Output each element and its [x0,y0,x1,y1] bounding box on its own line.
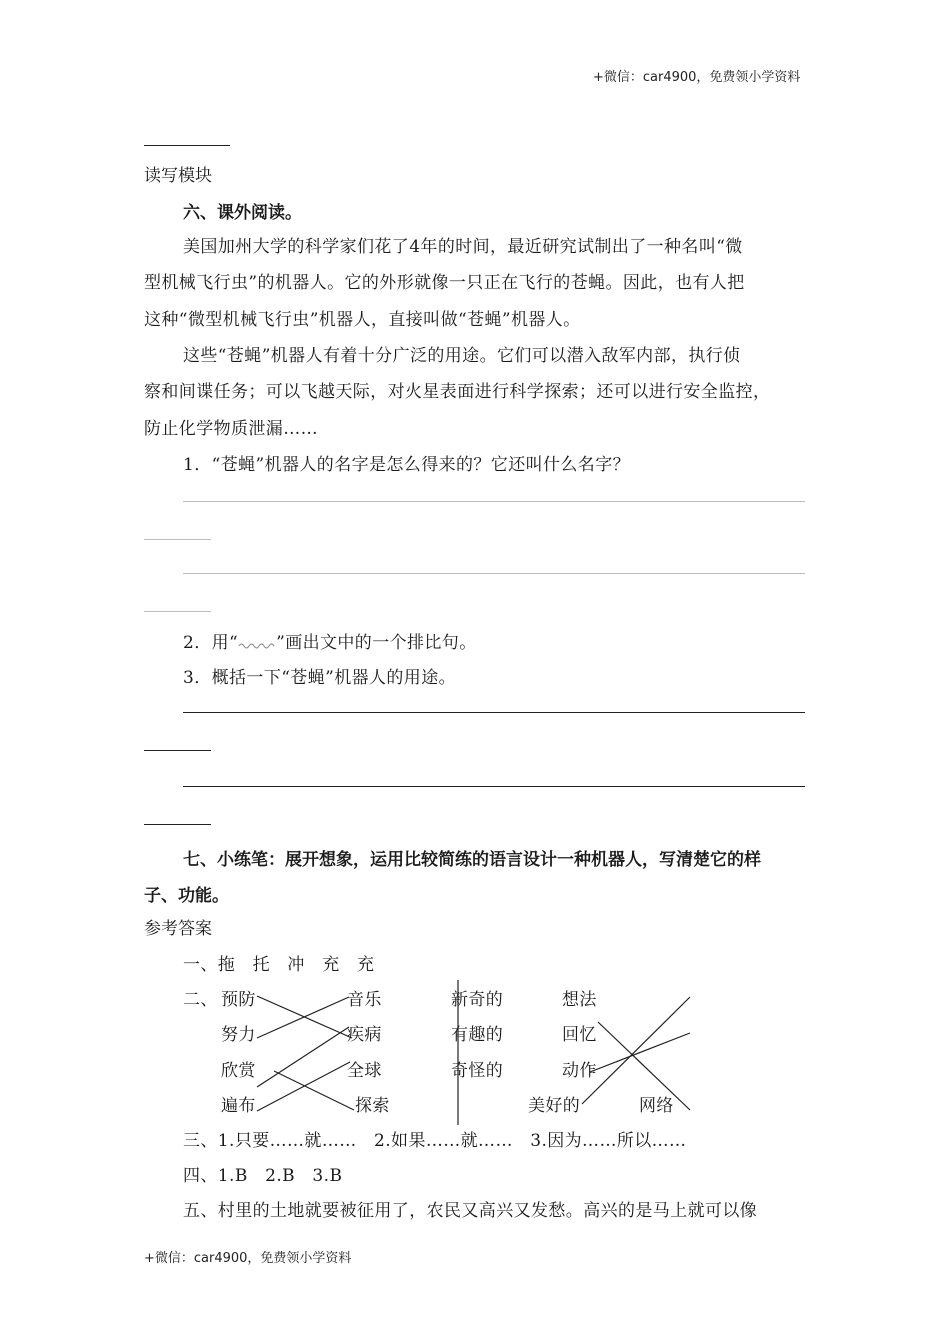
passage-p1-line1: 美国加州大学的科学家们花了4年的时间，最近研究试制出了一种名叫“微 [183,237,743,257]
match-line [274,1071,354,1110]
answer-2-label: 二、 [183,990,218,1010]
watermark-bottom: +微信：car4900，免费领小学资料 [144,1251,352,1266]
match-word: 遍布 [221,1096,256,1116]
match-line [257,1062,350,1111]
match-word: 想法 [562,990,597,1010]
writing-prompt-line1: 七、小练笔：展开想象，运用比较简练的语言设计一种机器人，写清楚它的样 [183,850,761,870]
answer-line [183,786,805,787]
wavy-underline-icon [238,639,276,649]
match-word: 疾病 [347,1025,382,1045]
answer-line [183,712,805,713]
match-word: 回忆 [562,1025,597,1045]
match-word: 音乐 [347,990,382,1010]
watermark-top: +微信：car4900，免费领小学资料 [593,70,801,85]
answer-1: 一、拖 托 冲 充 充 [183,955,375,975]
answer-line-tail [144,611,211,612]
answer-line [183,573,805,574]
match-word: 探索 [355,1096,390,1116]
match-line [590,1033,690,1072]
question-3: 3．概括一下“苍蝇”机器人的用途。 [183,668,456,688]
answers-title: 参考答案 [144,919,212,939]
section-title: 读写模块 [144,166,212,186]
answer-line-tail [144,824,211,825]
answer-line-tail [144,750,211,751]
reading-heading: 六、课外阅读。 [183,203,302,223]
match-word: 预防 [221,990,256,1010]
question-1: 1．“苍蝇”机器人的名字是怎么得来的？它还叫什么名字？ [183,455,630,475]
answer-line [183,501,805,502]
match-word: 努力 [221,1025,256,1045]
answer-line-tail [144,539,211,540]
section-rule [144,145,230,146]
answer-5: 五、村里的土地就要被征用了，农民又高兴又发愁。高兴的是马上就可以像 [183,1201,758,1221]
match-line [582,997,690,1104]
answer-4: 四、1.B 2.B 3.B [183,1166,343,1186]
match-line [257,997,349,1038]
match-word: 网络 [639,1096,674,1116]
passage-p2-line1: 这些“苍蝇”机器人有着十分广泛的用途。它们可以潜入敌军内部，执行侦 [183,346,741,366]
match-word: 新奇的 [451,990,504,1010]
match-line [257,1027,349,1087]
question-2 [183,628,477,653]
match-word: 有趣的 [451,1025,504,1045]
question-2-after: ”画出文中的一个排比句。 [276,633,477,653]
passage-p2-line3: 防止化学物质泄漏…… [144,419,318,439]
passage-p1-line3: 这种“微型机械飞行虫”机器人，直接叫做“苍蝇”机器人。 [144,310,581,330]
question-2-before: 2．用“ [183,633,239,653]
match-word: 奇怪的 [451,1061,504,1081]
match-word: 美好的 [528,1096,581,1116]
answer-3: 三、1.只要……就…… 2.如果……就…… 3.因为……所以…… [183,1131,687,1151]
passage-p1-line2: 型机械飞行虫”的机器人。它的外形就像一只正在飞行的苍蝇。因此，也有人把 [144,273,745,293]
match-word: 动作 [562,1061,597,1081]
match-word: 欣赏 [221,1061,256,1081]
match-word: 全球 [347,1061,382,1081]
writing-prompt-line2: 子、功能。 [144,886,229,906]
match-line [257,996,352,1038]
passage-p2-line2: 察和间谍任务；可以飞越天际，对火星表面进行科学探索；还可以进行安全监控， [144,382,771,402]
